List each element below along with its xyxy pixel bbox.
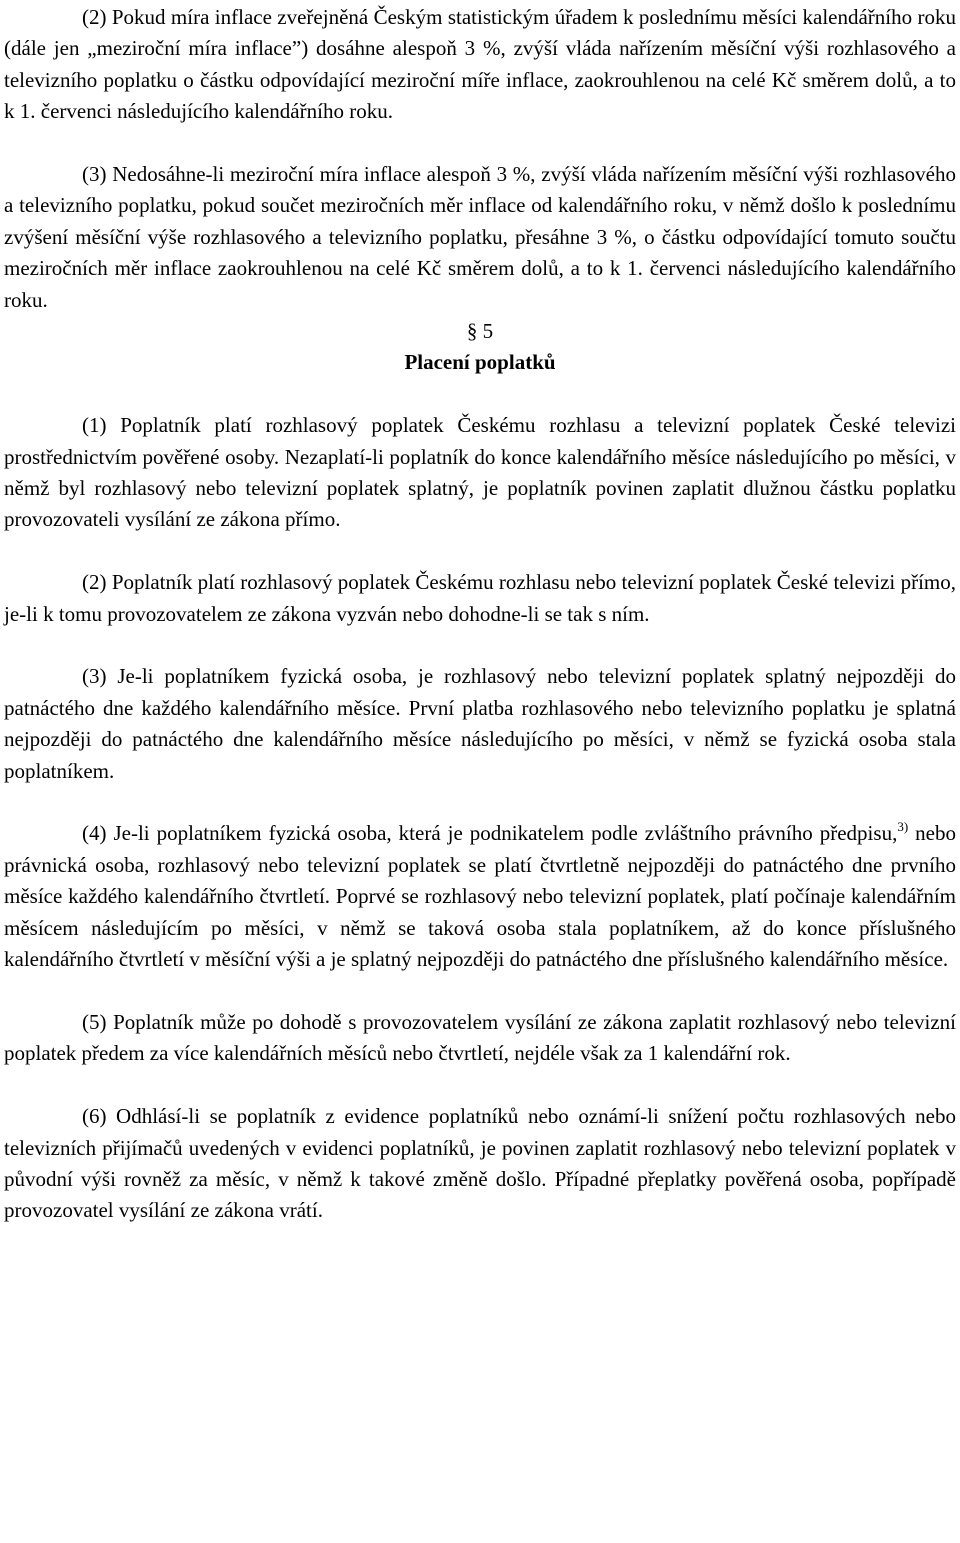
paragraph-1-payment-method: (1) Poplatník platí rozhlasový poplatek Českému rozhlasu a televizní poplatek České televizi prostřednictvím pověřené osoby. Nezaplatí-li poplatník do konce kalendářního měsíce následujícího po měsíci, v němž byl rozhlasový nebo televizní poplatek splatný, je poplatník povinen zaplatit dlužnou částku poplatku provozovateli vysílání ze zákona přímo.	[4, 413, 956, 532]
paragraph-4-quarterly-payment	[4, 818, 956, 975]
section-sign: §	[466, 319, 478, 344]
paragraph-3-natural-person-due-date: (3) Je-li poplatníkem fyzická osoba, je rozhlasový nebo televizní poplatek splatný nejpozději do patnáctého dne každého kalendářního měsíce. První platba rozhlasového nebo televizního poplatku je splatná nejpozději do patnáctého dne kalendářního měsíce následujícího po měsíci, v němž se fyzická osoba stala poplatníkem.	[4, 664, 956, 783]
section-number	[4, 316, 956, 347]
section-heading	[4, 316, 956, 379]
document-page	[4, 2, 956, 1227]
paragraph-4-text-end: nebo právnická osoba, rozhlasový nebo televizní poplatek se platí čtvrtletně nejpozději do patnáctého dne prvního měsíce každého kalendářního čtvrtletí. Poprvé se rozhlasový nebo televizní poplatek, platí počínaje kalendářním měsícem následujícím po měsíci, v němž se taková osoba stala poplatníkem, až do konce příslušného kalendářního čtvrtletí v měsíční výši a je splatný nejpozději do patnáctého dne příslušného kalendářního měsíce.	[4, 821, 956, 972]
footnote-reference: 3)	[897, 819, 909, 835]
paragraph-6-deregistration: (6) Odhlásí-li se poplatník z evidence poplatníků nebo oznámí-li snížení počtu rozhlasových nebo televizních přijímačů uvedených v evidenci poplatníků, je povinen zaplatit rozhlasový nebo televizní poplatek v původní výši rovněž za měsíc, v němž k takové změně došlo. Případné přeplatky pověřená osoba, popřípadě provozovatel vysílání ze zákona vrátí.	[4, 1104, 956, 1223]
paragraph-2-direct-payment: (2) Poplatník platí rozhlasový poplatek Českému rozhlasu nebo televizní poplatek České televizi přímo, je-li k tomu provozovatelem ze zákona vyzván nebo dohodne-li se tak s ním.	[4, 570, 956, 626]
paragraph-4-text-start: (4) Je-li poplatníkem fyzická osoba, která je podnikatelem podle zvláštního právního předpisu,	[82, 821, 898, 846]
paragraph-2-inflation-increase: (2) Pokud míra inflace zveřejněná Českým statistickým úřadem k poslednímu měsíci kalendářního roku (dále jen „meziroční míra inflace”) dosáhne alespoň 3 %, zvýší vláda nařízením měsíční výši rozhlasového a televizního poplatku o částku odpovídající meziroční míře inflace, zaokrouhlenou na celé Kč směrem dolů, a to k 1. červenci následujícího kalendářního roku.	[4, 5, 956, 124]
section-title: Placení poplatků	[404, 350, 556, 375]
section-number-value: 5	[482, 319, 494, 344]
paragraph-5-advance-payment: (5) Poplatník může po dohodě s provozovatelem vysílání ze zákona zaplatit rozhlasový nebo televizní poplatek předem za více kalendářních měsíců nebo čtvrtletí, nejdéle však za 1 kalendářní rok.	[4, 1009, 956, 1066]
paragraph-3-cumulative-inflation: (3) Nedosáhne-li meziroční míra inflace alespoň 3 %, zvýší vláda nařízením měsíční výši rozhlasového a televizního poplatku, pokud součet meziročních měr inflace od kalendářního roku, v němž došlo k poslednímu zvýšení měsíční výše rozhlasového a televizního poplatku, přesáhne 3 %, o částku odpovídající tomuto součtu meziročních měr inflace zaokrouhlenou na celé Kč směrem dolů, a to k 1. červenci následujícího kalendářního roku.	[4, 162, 956, 312]
